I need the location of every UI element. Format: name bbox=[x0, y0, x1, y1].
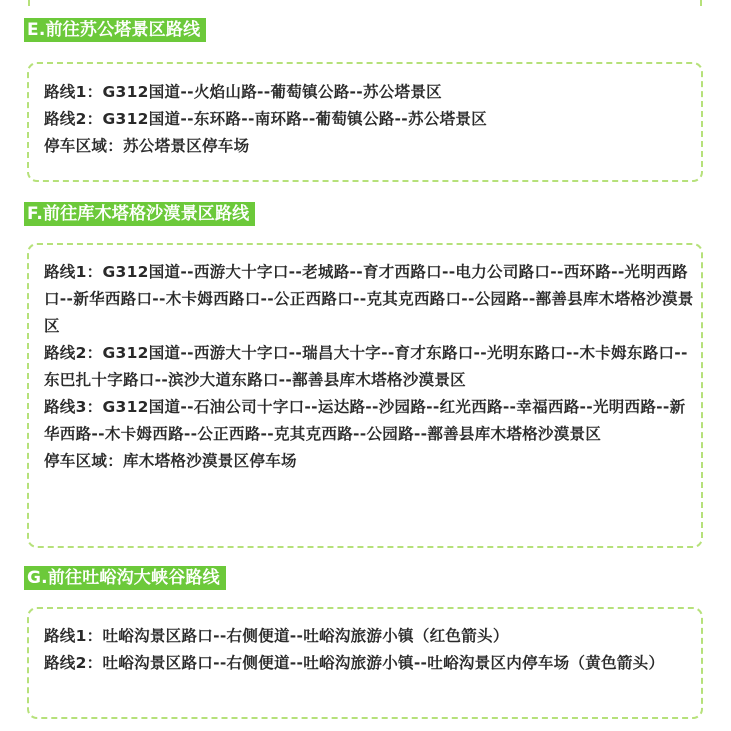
section-f-route-list bbox=[44, 259, 696, 475]
section-e-route-list bbox=[44, 79, 696, 160]
section-f-route-1: 路线1：G312国道--西游大十字口--老城路--育才西路口--电力公司路口--西环路--光明西路口--新华西路口--木卡姆西路口--公正西路口--克其克西路口--公园路--鄯善县库木塔格沙漠景区 bbox=[44, 263, 694, 335]
section-e-parking: 停车区域：苏公塔景区停车场 bbox=[44, 137, 250, 155]
section-g-route-list bbox=[44, 623, 696, 677]
section-f-title: F.前往库木塔格沙漠景区路线 bbox=[24, 202, 255, 226]
section-f-parking: 停车区域：库木塔格沙漠景区停车场 bbox=[44, 452, 297, 470]
previous-box-bottom-edge bbox=[28, 0, 702, 6]
section-e-title: E.前往苏公塔景区路线 bbox=[24, 18, 206, 42]
section-e-route-2: 路线2：G312国道--东环路--南环路--葡萄镇公路--苏公塔景区 bbox=[44, 110, 488, 128]
section-g-route-1: 路线1：吐峪沟景区路口--右侧便道--吐峪沟旅游小镇（红色箭头） bbox=[44, 627, 509, 645]
section-e-route-1: 路线1：G312国道--火焰山路--葡萄镇公路--苏公塔景区 bbox=[44, 83, 442, 101]
section-f-route-3: 路线3：G312国道--石油公司十字口--运达路--沙园路--红光西路--幸福西路--光明西路--新华西路--木卡姆西路--公正西路--克其克西路--公园路--鄯善县库木塔格沙漠景区 bbox=[44, 398, 686, 443]
section-g-title: G.前往吐峪沟大峡谷路线 bbox=[24, 566, 226, 590]
section-g-route-2: 路线2：吐峪沟景区路口--右侧便道--吐峪沟旅游小镇--吐峪沟景区内停车场（黄色箭头） bbox=[44, 654, 665, 672]
section-f-route-2: 路线2：G312国道--西游大十字口--瑞昌大十字--育才东路口--光明东路口--木卡姆东路口--东巴扎十字路口--滨沙大道东路口--鄯善县库木塔格沙漠景区 bbox=[44, 344, 688, 389]
